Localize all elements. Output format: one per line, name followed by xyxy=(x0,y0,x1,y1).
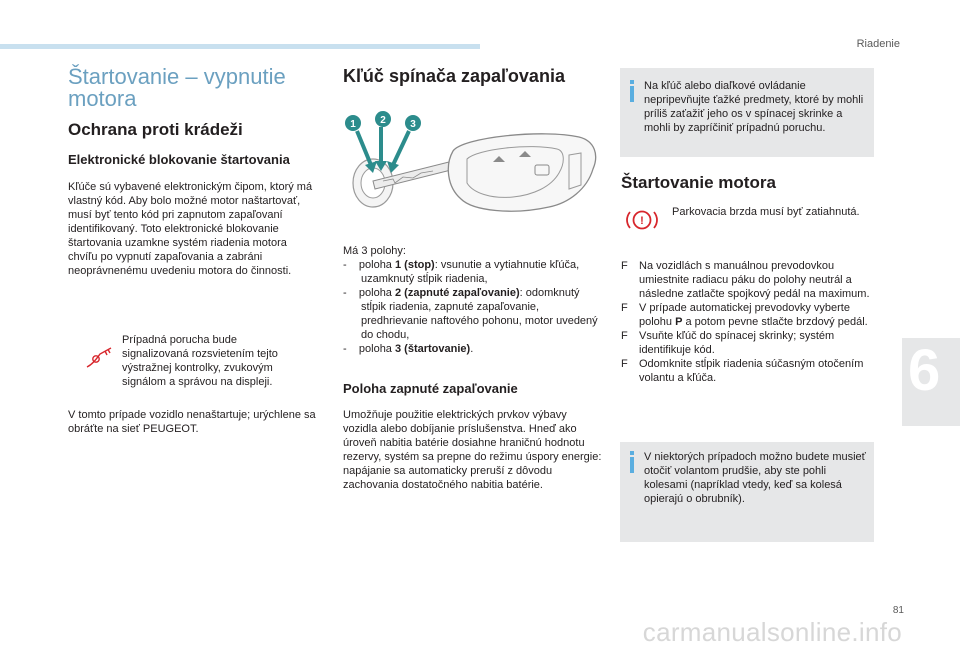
info-box-key-load-text: Na kľúč alebo diaľkové ovládanie nepripevňujte ťažké predmety, ktoré by mohli príliš zaťažiť jeho os v spínacej skrinke a mohli by zapríčiniť prípadnú poruchu. xyxy=(644,80,864,134)
positions-list xyxy=(343,244,603,356)
immobiliser-paragraph: Kľúče sú vybavené elektronickým čipom, ktorý má vlastný kód. Aby bolo možné motor naštartovať, musí byť tento kód pri zapnutom zapaľovaní identifikovaný. Toto elektronické blokovanie štartovania uzamkne systém riadenia motora chvíľu po vypnutí zapaľovania a zabráni neoprávnenému uvedeniu motora do činnosti. xyxy=(68,181,313,277)
triangle-right-icon: F xyxy=(621,260,628,272)
chapter-tab xyxy=(902,338,960,426)
ignition-on-paragraph: Umožňuje použitie elektrických prvkov výbavy vozidla alebo dobíjanie príslušenstva. Hneď ako úroveň nabitia batérie dosiahne hraničnú hodnotu rezervy, systém sa prepne do režimu úspory energie: napájanie sa automaticky preruší z dôvodu zachovania dostatočného nabitia batérie. xyxy=(343,409,602,491)
callout-1: 1 xyxy=(350,119,356,130)
heading-ignition-key: Kľúč spínača zapaľovania xyxy=(343,66,565,86)
triangle-right-icon: F xyxy=(621,302,628,314)
header-accent-bar xyxy=(0,44,480,49)
info-box-steering-text: V niektorých prípadoch možno budete musieť otočiť volantom prudšie, aby ste pohli kolesami (napríklad vtedy, keď sa kolesá opierajú o obrubník). xyxy=(644,451,866,505)
chapter-number: 6 xyxy=(908,338,941,403)
list-item: F Vsuňte kľúč do spínacej skrinky; systém identifikuje kód. xyxy=(621,330,835,356)
heading-theft-protection: Ochrana proti krádeži xyxy=(68,120,243,139)
list-item: F Odomknite stĺpik riadenia súčasným otočením volantu a kľúča. xyxy=(621,358,864,384)
ignition-key-illustration xyxy=(343,107,605,235)
position-item: - poloha 2 (zapnuté zapaľovanie): odomknutý stĺpik riadenia, zapnuté zapaľovanie, predhrievanie naftového pohonu, motor uvedený do chodu, xyxy=(343,287,598,341)
closing-note: V tomto prípade vozidlo nenaštartuje; urýchlene sa obráťte na sieť PEUGEOT. xyxy=(68,409,316,435)
key-warning-icon xyxy=(84,340,114,370)
page-title: Štartovanie – vypnutie motora xyxy=(68,64,286,111)
warning-note: Prípadná porucha bude signalizovaná rozsvietením tejto výstražnej kontrolky, zvukovým signálom a správou na displeji. xyxy=(122,334,278,388)
parking-brake-icon xyxy=(624,208,660,232)
subheading-ignition-on: Poloha zapnuté zapaľovanie xyxy=(343,381,518,396)
start-steps xyxy=(621,259,879,385)
section-label: Riadenie xyxy=(856,38,900,50)
subheading-immobiliser: Elektronické blokovanie štartovania xyxy=(68,152,290,167)
watermark: carmanualsonline.info xyxy=(642,617,902,647)
info-icon xyxy=(628,451,636,473)
heading-engine-start: Štartovanie motora xyxy=(621,173,776,192)
triangle-right-icon: F xyxy=(621,358,628,370)
list-item: F V prípade automatickej prevodovky vyberte polohu P a potom pevne stlačte brzdový pedál. xyxy=(621,302,868,328)
svg-text:!: ! xyxy=(640,215,644,227)
position-item: - poloha 1 (stop): vsunutie a vytiahnutie kľúča, uzamknutý stĺpik riadenia, xyxy=(343,259,580,285)
positions-intro: Má 3 polohy: xyxy=(343,245,406,257)
triangle-right-icon: F xyxy=(621,330,628,342)
list-item: F Na vozidlách s manuálnou prevodovkou umiestnite radiacu páku do polohy neutrál a následne zatlačte spojkový pedál na maximum. xyxy=(621,260,870,300)
position-item: - poloha 3 (štartovanie). xyxy=(343,343,474,355)
callout-3: 3 xyxy=(410,119,416,130)
callout-2: 2 xyxy=(380,115,386,126)
page-number: 81 xyxy=(892,605,904,616)
parking-brake-note: Parkovacia brzda musí byť zatiahnutá. xyxy=(672,206,860,218)
info-icon xyxy=(628,80,636,102)
